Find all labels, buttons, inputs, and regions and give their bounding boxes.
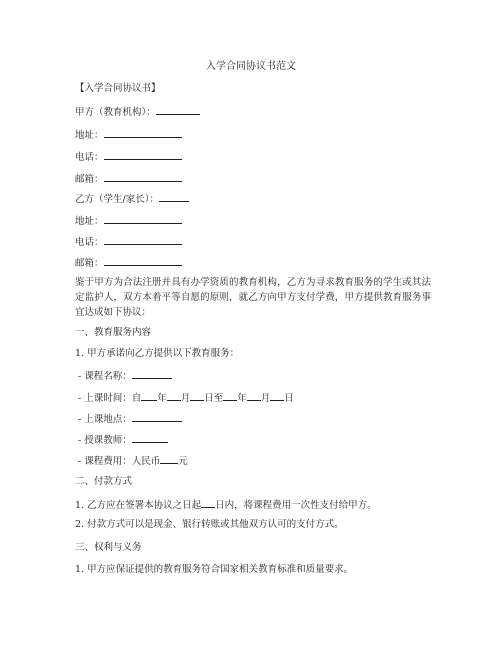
location-label: - 上课地点： [78, 414, 132, 425]
party-b-email-line [75, 255, 182, 270]
fee-unit: 元 [178, 456, 188, 467]
party-a-blank[interactable] [156, 104, 200, 115]
party-a-address-line [75, 127, 182, 142]
year-label: 年 [157, 393, 167, 404]
party-a-address-label: 地址： [75, 130, 104, 141]
section1-title: 一、教育服务内容 [75, 327, 152, 338]
party-a-phone-label: 电话： [75, 152, 104, 163]
teacher-blank[interactable] [132, 432, 168, 443]
section2-item2: 2. 付款方式可以是现金、银行转账或其他双方认可的支付方式。 [75, 519, 344, 530]
party-a-line [75, 104, 200, 119]
location-line [78, 411, 182, 426]
payment-deadline-suffix: 日内，将课程费用一次性支付给甲方。 [215, 500, 377, 511]
payment-days-blank[interactable] [201, 497, 215, 508]
month-label: 月 [180, 393, 191, 404]
start-day-blank[interactable] [190, 390, 204, 401]
location-blank[interactable] [132, 411, 182, 422]
day-label: 日 [284, 393, 294, 404]
end-month-blank[interactable] [247, 390, 261, 401]
start-year-blank[interactable] [141, 390, 157, 401]
month-label-2: 月 [260, 393, 271, 404]
section2-item1 [75, 497, 377, 512]
contract-heading: 【入学合同协议书】 [75, 83, 161, 94]
class-time-line [78, 390, 294, 405]
section1-item1: 1. 甲方承诺向乙方提供以下教育服务： [75, 348, 240, 359]
section3-item1: 1. 甲方应保证提供的教育服务符合国家相关教育标准和质量要求。 [75, 564, 354, 575]
payment-deadline-label: 1. 乙方应在签署本协议之日起 [75, 500, 202, 511]
year-label-2: 年 [237, 393, 247, 404]
course-name-line [78, 368, 172, 383]
course-name-label: - 课程名称： [78, 371, 132, 382]
fee-blank[interactable] [160, 453, 178, 464]
party-a-label: 甲方（教育机构）： [75, 107, 156, 118]
party-b-label: 乙方（学生/家长）： [75, 194, 159, 205]
class-time-label: - 上课时间：自 [78, 393, 142, 404]
day-to-label: 日至 [204, 393, 224, 404]
course-name-blank[interactable] [132, 368, 172, 379]
party-b-phone-blank[interactable] [104, 234, 182, 245]
party-b-address-label: 地址： [75, 216, 104, 227]
fee-line [78, 453, 188, 468]
party-a-email-line [75, 171, 182, 186]
party-b-phone-label: 电话： [75, 237, 104, 248]
party-b-blank[interactable] [159, 191, 189, 202]
party-b-address-line [75, 213, 182, 228]
fee-label: - 课程费用：人民币 [78, 456, 161, 467]
section2-title: 二、付款方式 [75, 476, 133, 487]
party-a-email-blank[interactable] [104, 171, 182, 182]
party-b-email-blank[interactable] [104, 255, 182, 266]
party-a-email-label: 邮箱： [75, 174, 104, 185]
teacher-line [78, 432, 168, 447]
party-b-phone-line [75, 234, 182, 249]
start-month-blank[interactable] [167, 390, 181, 401]
end-year-blank[interactable] [223, 390, 237, 401]
party-b-email-label: 邮箱： [75, 258, 104, 269]
party-b-line [75, 191, 189, 206]
end-day-blank[interactable] [270, 390, 284, 401]
party-a-address-blank[interactable] [104, 127, 182, 138]
document-title: 入学合同协议书范文 [206, 61, 296, 72]
party-b-address-blank[interactable] [104, 213, 182, 224]
intro-paragraph: 鉴于甲方为合法注册并具有办学资质的教育机构，乙方为寻求教育服务的学生或其法定监护人，双方本着平等自愿的原则，就乙方向甲方支付学费，甲方提供教育服务事宜达成如下协议： [75, 277, 431, 318]
party-a-phone-blank[interactable] [104, 149, 182, 160]
party-a-phone-line [75, 149, 182, 164]
section3-title: 三、权利与义务 [75, 542, 142, 553]
teacher-label: - 授课教师： [78, 435, 132, 446]
